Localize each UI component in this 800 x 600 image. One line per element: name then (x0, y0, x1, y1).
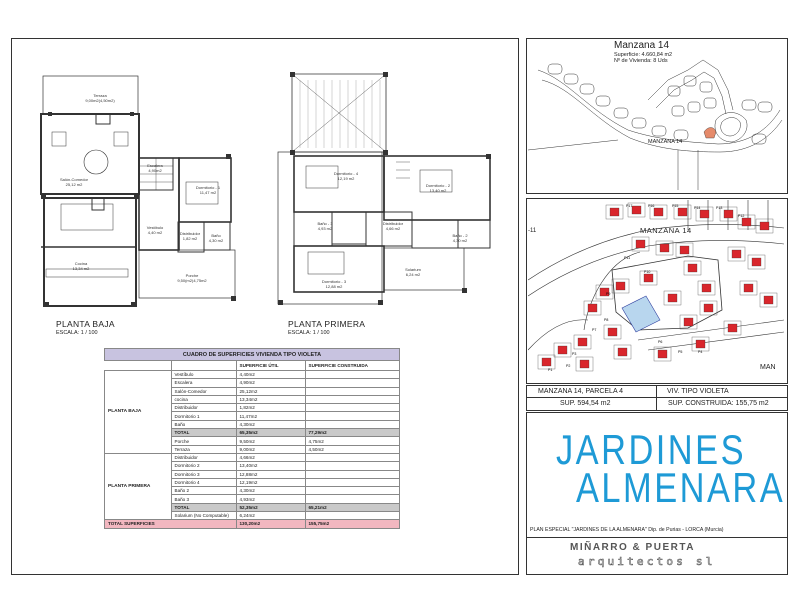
house-mark (660, 244, 669, 252)
room-label: Dormitorio - 3 12,88 m2 (321, 279, 347, 289)
map-manzana-label: MANZANA 14 (648, 139, 683, 145)
info-divider (656, 385, 657, 411)
house-mark (668, 294, 677, 302)
table-cell (305, 387, 400, 395)
info-tipo: VIV. TIPO VIOLETA (667, 388, 729, 395)
plan-especial-text: PLAN ESPECIAL "JARDINES DE LA ALMENARA" Dip. de Purias - LORCA (Murcia) (530, 527, 724, 533)
house-mark (580, 360, 589, 368)
urban-map (528, 40, 784, 190)
room-label: Dormitorio - 4 12,19 m2 (333, 171, 359, 181)
room-label: Salón-Comedor 25,12 m2 (59, 177, 88, 187)
house-mark (696, 340, 705, 348)
room-label: Dormitorio - 1 11,47 m2 (195, 185, 221, 195)
plot-map-edge-right: MAN (760, 364, 776, 371)
map-superficie: Superficie: 4.660,84 m2 (614, 52, 673, 58)
planta-label: PLANTA BAJA (105, 371, 172, 454)
table-cell: 9,00m2 (236, 445, 305, 453)
table-cell: 11,47m2 (236, 412, 305, 420)
parcel-label: P15 (672, 204, 679, 208)
table-cell: Baño 2 (171, 487, 236, 495)
table-cell: 4,30m2 (236, 420, 305, 428)
table-cell: Salón-Comedor (171, 387, 236, 395)
table-cell: 4,93m2 (236, 495, 305, 503)
table-cell: 25,12m2 (236, 387, 305, 395)
info-sup: SUP. 594,54 m2 (560, 400, 611, 407)
room-label: Baño 4,30 m2 (208, 233, 224, 243)
table-cell (305, 395, 400, 403)
house-mark (752, 258, 761, 266)
table-cell: TOTAL (171, 429, 236, 437)
table-cell (305, 453, 400, 461)
logo-line1: JARDINES (556, 426, 746, 473)
table-cell: 4,30m2 (236, 487, 305, 495)
parcel-label: P5 (678, 350, 683, 354)
parcel-label: P6 (658, 340, 663, 344)
table-cell: Solarium (No Computable) (171, 512, 236, 520)
table-cell: 1,82m2 (236, 404, 305, 412)
table-cell: Dormitorio 2 (171, 462, 236, 470)
table-cell: 9,50m2 (236, 437, 305, 445)
parcel-label: P7 (592, 328, 597, 332)
house-mark (658, 350, 667, 358)
house-mark (616, 282, 625, 290)
table-cell: 4,40m2 (236, 371, 305, 379)
table-cell (305, 379, 400, 387)
plot-map-label: MANZANA 14 (640, 226, 692, 235)
house-mark (678, 208, 687, 216)
house-mark (632, 206, 641, 214)
house-mark (618, 348, 627, 356)
table-cell: Baño 3 (171, 495, 236, 503)
table-cell: Distribuidor (171, 404, 236, 412)
table-cell: cocina (171, 395, 236, 403)
house-mark (728, 324, 737, 332)
house-mark (724, 210, 733, 218)
planta-label: PLANTA PRIMERA (105, 453, 172, 519)
house-mark (578, 338, 587, 346)
house-mark (688, 264, 697, 272)
parcel-label: P10 (644, 270, 651, 274)
table-cell: Dormitorio 3 (171, 470, 236, 478)
table-cell (305, 462, 400, 470)
surface-table (104, 348, 400, 529)
table-cell: Distribuidor (171, 453, 236, 461)
house-mark (608, 328, 617, 336)
house-mark (702, 284, 711, 292)
table-cell: Dormitorio 1 (171, 412, 236, 420)
room-label: Vestíbulo 4,40 m2 (146, 225, 164, 235)
table-cell: 4,66m2 (236, 453, 305, 461)
table-cell: 77,29m2 (305, 429, 400, 437)
house-mark (610, 208, 619, 216)
first-floor-plan (270, 70, 500, 315)
parcel-label: P4 (698, 350, 703, 354)
info-manzana: MANZANA 14, PARCELA 4 (538, 388, 624, 395)
table-row (105, 371, 400, 379)
table-cell (305, 420, 400, 428)
house-mark (558, 346, 567, 354)
parcel-label: P14 (694, 206, 701, 210)
house-mark (732, 250, 741, 258)
table-cell (305, 371, 400, 379)
house-mark (644, 274, 653, 282)
logo-line2: ALMENARA (576, 464, 786, 511)
table-cell: 65,35m2 (236, 429, 305, 437)
table-cell: Terraza (171, 445, 236, 453)
logo-rule (526, 537, 788, 538)
first-floor-title: PLANTA PRIMERA ESCALA: 1 / 100 (288, 319, 366, 336)
table-cell (305, 404, 400, 412)
ground-floor-title: PLANTA BAJA ESCALA: 1 / 100 (56, 319, 115, 336)
table-cell: TOTAL (171, 503, 236, 511)
room-label: Escalera 4,90m2 (147, 163, 163, 173)
grand-total-row: TOTAL SUPERFICIES 130,20m2 155,75m2 (105, 520, 400, 528)
table-cell: 4,75m2 (305, 437, 400, 445)
room-label: Solarium 6,24 m2 (405, 267, 421, 277)
table-row (105, 453, 400, 461)
house-mark (542, 358, 551, 366)
house-mark (684, 318, 693, 326)
room-label: Distribuidor 4,66 m2 (382, 221, 404, 231)
house-mark (654, 208, 663, 216)
table-cell: 6,24m2 (236, 512, 305, 520)
architects-name: MIÑARRO & PUERTA (570, 542, 695, 553)
room-label: Baño - 2 4,30 m2 (452, 233, 468, 243)
house-mark (760, 222, 769, 230)
table-title: CUADRO DE SUPERFICIES VIVIENDA TIPO VIOLETA (105, 349, 400, 361)
house-mark (700, 210, 709, 218)
map-title: Manzana 14 (614, 40, 670, 51)
parcel-label: P17 (626, 204, 633, 208)
table-cell (305, 412, 400, 420)
architects-sub: arquitectos sl (578, 555, 716, 568)
parcel-label: P1 (548, 368, 553, 372)
table-cell: 52,35m2 (236, 503, 305, 511)
map-viviendas: Nº de Vivienda: 8 Uds (614, 58, 668, 64)
table-cell: Baño (171, 420, 236, 428)
table-cell: 12,88m2 (236, 470, 305, 478)
table-cell (305, 495, 400, 503)
table-cell (305, 487, 400, 495)
table-cell (305, 512, 400, 520)
house-mark (764, 296, 773, 304)
table-cell: 65,21m2 (305, 503, 400, 511)
parcel-label: P11 (624, 256, 631, 260)
house-mark (636, 240, 645, 248)
table-cell (305, 478, 400, 486)
table-cell: Escalera (171, 379, 236, 387)
room-label: Baño - 3 4,93 m2 (317, 221, 333, 231)
house-mark (680, 246, 689, 254)
room-label: Terraza 9,00m2(4,50m2) (85, 93, 115, 103)
parcel-label: P9 (606, 292, 611, 296)
room-label: Porche 9,50(m2)4,75m2 (177, 273, 207, 283)
table-cell: 4,90m2 (236, 379, 305, 387)
parcel-label: P8 (604, 318, 609, 322)
parcel-label: P13 (716, 206, 723, 210)
parcel-label: P12 (738, 214, 745, 218)
room-label: Distribuidor 1,82 m2 (179, 231, 201, 241)
parcel-label: P2 (566, 364, 571, 368)
house-mark (744, 284, 753, 292)
room-label: Cocina 13,34 m2 (72, 261, 90, 271)
house-mark (588, 304, 597, 312)
parcel-label: P3 (572, 352, 577, 356)
parcel-label: P16 (648, 204, 655, 208)
table-cell: Porche (171, 437, 236, 445)
col-util: SUPERFICIE ÚTIL (236, 361, 305, 371)
table-cell: 13,34m2 (236, 395, 305, 403)
info-divider-h (526, 397, 788, 398)
table-cell: Vestíbulo (171, 371, 236, 379)
table-cell: 12,19m2 (236, 478, 305, 486)
col-const: SUPERFICIE CONSTRUIDA (305, 361, 400, 371)
house-mark (742, 218, 751, 226)
room-label: Dormitorio - 2 13,40 m2 (425, 183, 451, 193)
table-cell: 13,40m2 (236, 462, 305, 470)
table-cell: 4,50m2 (305, 445, 400, 453)
plot-map-edge: -11 (528, 228, 537, 234)
house-mark (704, 304, 713, 312)
table-cell: Dormitorio 4 (171, 478, 236, 486)
table-cell (305, 470, 400, 478)
info-sup-const: SUP. CONSTRUIDA: 155,75 m2 (668, 400, 769, 407)
